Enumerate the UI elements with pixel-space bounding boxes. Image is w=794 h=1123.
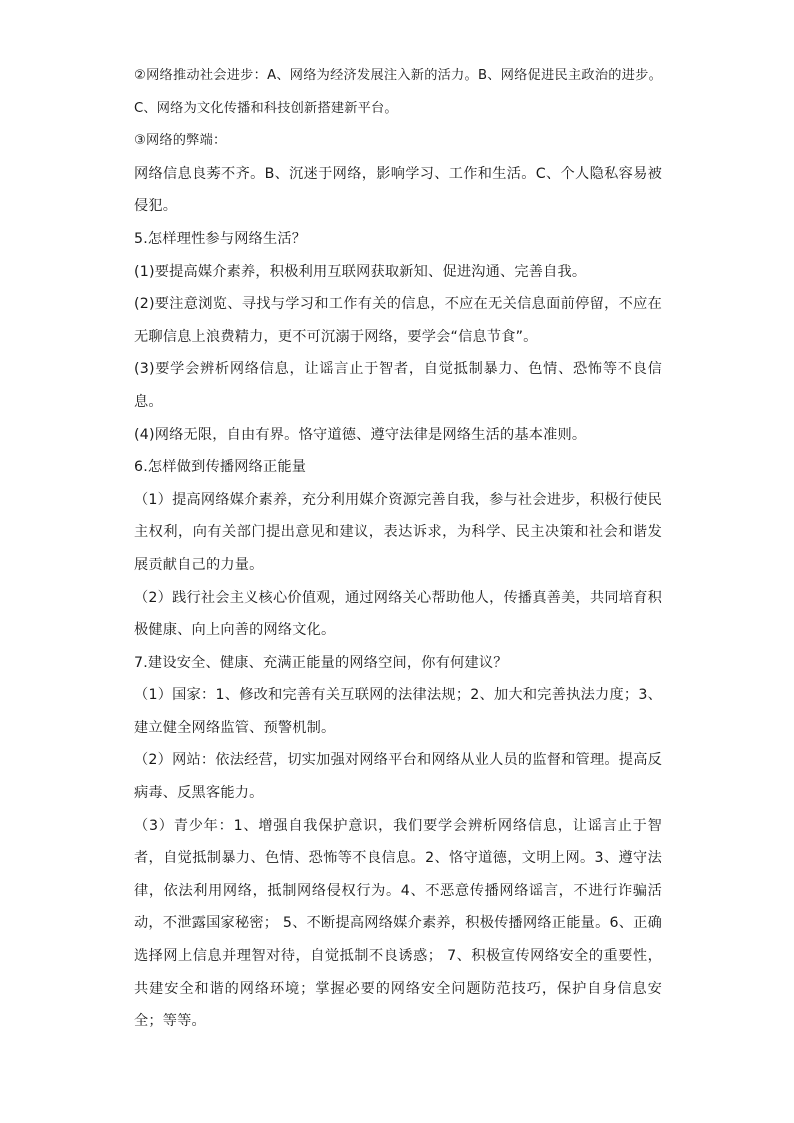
paragraph-network-drawbacks-heading: ③网络的弊端： <box>134 133 227 149</box>
paragraph-q5-point-4: (4)网络无限，自由有界。恪守道德、遵守法律是网络生活的基本准则。 <box>134 426 587 443</box>
heading-question-6: 6.怎样做到传播网络正能量 <box>134 459 307 476</box>
paragraph-q5-point-2: (2)要注意浏览、寻找与学习和工作有关的信息，不应在无关信息面前停留，不应在无聊信息上浪费精力，更不可沉溺于网络，要学会“信息节食”。 <box>134 296 662 345</box>
heading-question-7: 7.建设安全、健康、充满正能量的网络空间，你有何建议？ <box>134 654 508 671</box>
paragraph-network-drawbacks: 网络信息良莠不齐。B、沉迷于网络，影响学习、工作和生活。C、个人隐私容易被侵犯。 <box>134 165 662 215</box>
paragraph-q7-website: （2）网站：依法经营，切实加强对网络平台和网络从业人员的监督和管理。提高反病毒、反黑客能力。 <box>134 752 662 802</box>
paragraph-network-progress: ②网络推动社会进步：A、网络为经济发展注入新的活力。B、网络促进民主政治的进步。C、网络为文化传播和科技创新搭建新平台。 <box>134 68 662 116</box>
paragraph-q6-point-1: （1）提高网络媒介素养，充分利用媒介资源完善自我，参与社会进步，积极行使民主权利，向有关部门提出意见和建议，表达诉求，为科学、民主决策和社会和谐发展贡献自己的力量。 <box>134 491 662 573</box>
paragraph-q7-country: （1）国家：1、修改和完善有关互联网的法律法规；2、加大和完善执法力度；3、建立健全网络监管、预警机制。 <box>134 687 662 736</box>
document-page <box>134 60 662 1038</box>
heading-question-5: 5.怎样理性参与网络生活？ <box>134 230 307 247</box>
paragraph-q6-point-2: （2）践行社会主义核心价值观，通过网络关心帮助他人，传播真善美，共同培育积极健康、向上向善的网络文化。 <box>134 589 662 639</box>
paragraph-q5-point-3: (3)要学会辨析网络信息，让谣言止于智者，自觉抵制暴力、色情、恐怖等不良信息。 <box>134 361 662 410</box>
paragraph-q7-youth: （3）青少年：1、增强自我保护意识，我们要学会辨析网络信息，让谣言止于智者，自觉抵制暴力、色情、恐怖等不良信息。2、恪守道德，文明上网。3、遵守法律，依法利用网络，抵制网络侵权行为。4、不恶意传播网络谣言，不进行诈骗活动，不泄露国家秘密； 5、不断提高网络媒介素养，积极传播网络正能量。6、正确选择网上信息并理智对待，自觉抵制不良诱惑； 7、积极宣传网络安全的重要性，共建安全和谐的网络环境；掌握必要的网络安全问题防范技巧，保护自身信息安全；等等。 <box>134 817 662 1030</box>
paragraph-q5-point-1: (1)要提高媒介素养，积极利用互联网获取新知、促进沟通、完善自我。 <box>134 263 587 280</box>
